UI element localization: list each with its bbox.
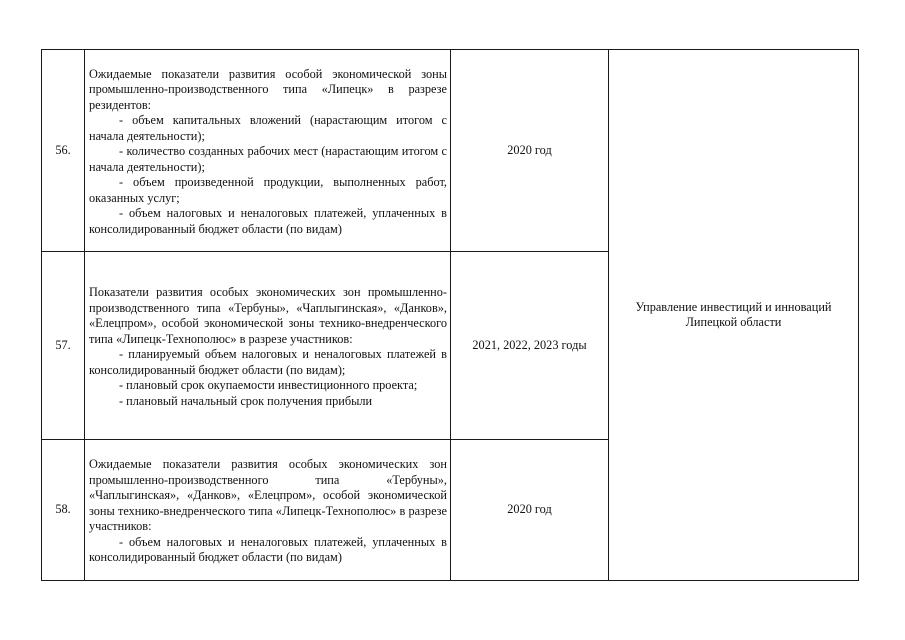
description-intro: Ожидаемые показатели развития особой экономической зоны промышленно-производственного типа «Липецк» в разрезе резидентов: (89, 66, 447, 112)
description-item: - плановый начальный срок получения прибыли (119, 393, 373, 408)
row-period: 2020 год (451, 440, 609, 581)
description-item: - плановый срок окупаемости инвестиционного проекта; (119, 378, 418, 392)
row-number: 56. (42, 50, 85, 252)
row-description (85, 50, 451, 252)
description-intro: Ожидаемые показатели развития особых экономических зон промышленно-производственного типа «Тербуны», «Чаплыгинская», «Данков», «Елецпром», особой экономической зоны технико-внедренческого типа «Липецк-Технополюс» в разрезе участников: (89, 457, 447, 534)
description-item: - объем капитальных вложений (нарастающим итогом с начала деятельности); (89, 113, 447, 143)
table-row (42, 50, 859, 252)
row-description (85, 252, 451, 440)
description-item: - количество созданных рабочих мест (нарастающим итогом с начала деятельности); (89, 144, 447, 174)
description-item: - объем произведенной продукции, выполненных работ, оказанных услуг; (89, 175, 447, 205)
description-item: - объем налоговых и неналоговых платежей, уплаченных в консолидированный бюджет области (по видам) (89, 206, 447, 236)
description-item: - объем налоговых и неналоговых платежей, уплаченных в консолидированный бюджет области (по видам) (89, 534, 447, 565)
description-intro: Показатели развития особых экономических зон промышленно-производственного типа «Тербуны», «Чаплыгинская», «Данков», «Елецпром», особой экономической зоны технико-внедренческого типа «Липецк-Технополюс» в разрезе участников: (89, 285, 447, 346)
description-item: - планируемый объем налоговых и неналоговых платежей в консолидированный бюджет области (по видам); (89, 347, 447, 377)
row-period: 2021, 2022, 2023 годы (451, 252, 609, 440)
row-period: 2020 год (451, 50, 609, 252)
row-number: 58. (42, 440, 85, 581)
row-description (85, 440, 451, 581)
responsible-executor: Управление инвестиций и инноваций Липецкой области (609, 50, 859, 581)
row-number: 57. (42, 252, 85, 440)
indicators-table (41, 49, 859, 581)
